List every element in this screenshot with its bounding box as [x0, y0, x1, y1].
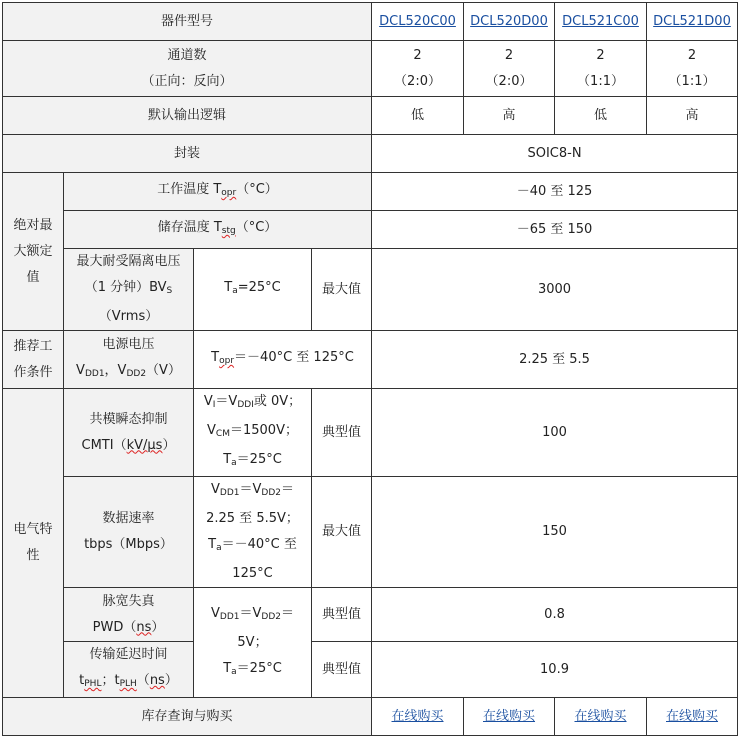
cmti-cond-l2-b: ＝1500V； — [229, 423, 298, 438]
delay-label — [64, 642, 194, 698]
cmti-type: 典型值 — [312, 389, 372, 477]
shared-cond-l3 — [197, 656, 308, 685]
cmti-cond-l1-a: V — [203, 394, 213, 409]
package-value: SOIC8-N — [372, 135, 738, 173]
buy-online-link-2[interactable]: 在线购买 — [483, 708, 536, 724]
data-rate-cond-l4: 125°C — [232, 566, 273, 581]
row-data-rate — [3, 477, 738, 588]
supply-label — [64, 331, 194, 389]
cmti-cond-l1-b: ＝V — [215, 394, 238, 409]
channels-ratio: （2:0） — [485, 73, 533, 89]
channels-count: 2 — [687, 47, 697, 63]
storage-temp-sub: stg — [221, 226, 236, 236]
sh-cond-l1-a: V — [210, 605, 220, 621]
delay-type: 典型值 — [312, 642, 372, 698]
dr-cond-l1-bs: DD2 — [261, 488, 281, 498]
model-cell — [464, 3, 555, 41]
cmti-cond-l3-a: T — [223, 452, 232, 467]
isolation-label — [64, 249, 194, 331]
op-temp-value: －40 至 125 — [372, 173, 738, 211]
pwd-type: 典型值 — [312, 588, 372, 642]
channels-count: 2 — [413, 47, 422, 63]
row-delay — [3, 642, 738, 698]
isolation-type: 最大值 — [312, 249, 372, 331]
isolation-label-l3: （Vrms） — [98, 309, 159, 324]
purchase-cell — [464, 698, 555, 736]
default-logic-value: 高 — [464, 97, 555, 135]
cmti-label-post: ） — [162, 437, 176, 453]
cmti-cond-l3 — [197, 447, 308, 476]
data-rate-type: 最大值 — [312, 477, 372, 588]
channels-value — [555, 41, 647, 97]
supply-label-l2 — [67, 358, 190, 387]
row-supply-voltage — [3, 331, 738, 389]
row-channels — [3, 41, 738, 97]
pwd-label — [64, 588, 194, 642]
data-rate-cond-l2: 2.25 至 5.5V； — [206, 511, 299, 526]
row-pwd — [3, 588, 738, 642]
channels-label — [3, 41, 372, 97]
op-temp-sub: opr — [221, 188, 237, 198]
sh-cond-l3-b: ＝25°C — [236, 660, 282, 676]
default-logic-value: 低 — [372, 97, 464, 135]
row-purchase — [3, 698, 738, 736]
abs-max-label-l2: 大额定 — [13, 243, 53, 259]
channels-ratio: （2:0） — [394, 73, 441, 89]
data-rate-condition — [194, 477, 312, 588]
buy-online-link-4[interactable]: 在线购买 — [666, 708, 719, 724]
delay-l2-a: t — [79, 673, 85, 688]
cmti-cond-l2-as: CM — [215, 429, 230, 439]
buy-online-link-3[interactable]: 在线购买 — [574, 708, 627, 724]
sh-cond-l1-bs: DD2 — [261, 611, 281, 622]
storage-temp-label — [64, 211, 372, 249]
sh-cond-l1-c: ＝ — [280, 605, 294, 621]
channels-value — [464, 41, 555, 97]
electrical-label-l1: 电气特 — [13, 522, 53, 537]
supply-cond-post: ＝－40°C 至 125°C — [234, 350, 354, 365]
channels-value — [647, 41, 738, 97]
op-temp-label — [64, 173, 372, 211]
purchase-cell — [555, 698, 647, 736]
shared-cond-l2: 5V； — [237, 634, 268, 650]
isolation-cond-sub: a — [232, 286, 238, 296]
supply-cond-sub: opr — [219, 356, 235, 366]
channels-count: 2 — [504, 47, 514, 63]
dr-cond-l1-a: V — [210, 482, 220, 497]
isolation-label-l2-text: （1 分钟）BV — [84, 280, 167, 295]
abs-max-label-l3: 值 — [26, 269, 40, 285]
cmti-cond-l1 — [197, 389, 308, 418]
package-label: 封装 — [3, 135, 372, 173]
dr-cond-l3-a: T — [208, 537, 217, 552]
cmti-condition — [194, 389, 312, 477]
channels-value — [372, 41, 464, 97]
sh-cond-l1-as: DD1 — [219, 611, 240, 622]
electrical-label-l2: 性 — [26, 548, 40, 563]
isolation-label-l2-sub: S — [166, 286, 173, 296]
dr-cond-l1-b: ＝V — [239, 482, 262, 497]
model-link-4[interactable]: DCL521D00 — [653, 13, 731, 29]
spec-table — [2, 2, 738, 736]
delay-l2-c: （ — [136, 673, 150, 688]
model-link-2[interactable]: DCL520D00 — [470, 13, 548, 29]
cmti-cond-l1-as: I — [212, 400, 216, 410]
pwd-label-post: ） — [151, 619, 165, 635]
cmti-cond-l3-b: ＝25°C — [236, 452, 282, 467]
purchase-cell — [647, 698, 738, 736]
delay-l2-unit: ns — [149, 673, 165, 688]
supply-s2: DD2 — [126, 369, 147, 379]
supply-condition — [194, 331, 372, 389]
channels-ratio: （1:1） — [577, 73, 624, 89]
isolation-label-l1: 最大耐受隔离电压 — [76, 254, 181, 269]
default-logic-value: 高 — [647, 97, 738, 135]
delay-l2-as: PHL — [84, 679, 102, 689]
channels-label-l1: 通道数 — [167, 47, 207, 63]
default-logic-value: 低 — [555, 97, 647, 135]
purchase-label: 库存查询与购买 — [3, 698, 372, 736]
isolation-label-l2 — [67, 275, 190, 304]
sh-cond-l3-as: a — [231, 666, 237, 677]
delay-value: 10.9 — [372, 642, 738, 698]
cmti-cond-l1-c: 或 0V； — [253, 394, 302, 409]
cmti-cond-l3-as: a — [231, 458, 237, 468]
default-logic-label: 默认输出逻辑 — [3, 97, 372, 135]
model-link-1[interactable]: DCL520C00 — [379, 13, 456, 29]
pwd-label-unit: ns — [136, 619, 152, 635]
dr-cond-l1-as: DD1 — [219, 488, 240, 498]
model-label: 器件型号 — [3, 3, 372, 41]
pwd-label-pre: PWD（ — [92, 619, 137, 635]
dr-cond-l1-c: ＝ — [280, 482, 294, 497]
buy-online-link-1[interactable]: 在线购买 — [391, 708, 444, 724]
supply-cond-t: T — [211, 350, 220, 365]
channels-count: 2 — [596, 47, 605, 63]
delay-label-l2 — [67, 668, 190, 697]
dr-cond-l3-b: ＝－40°C 至 — [221, 537, 297, 552]
supply-s1: DD1 — [84, 369, 105, 379]
delay-l2-bs: PLH — [119, 679, 137, 689]
delay-label-l1: 传输延迟时间 — [89, 647, 168, 662]
cmti-label-pre: CMTI（ — [81, 437, 127, 453]
dr-cond-l3-as: a — [216, 543, 222, 553]
model-cell — [555, 3, 647, 41]
delay-l2-d: ） — [164, 673, 178, 688]
channels-label-l2: （正向：反向） — [141, 73, 233, 89]
delay-l2-b: ；t — [101, 673, 120, 688]
supply-label-l1: 电源电压 — [102, 337, 155, 352]
shared-condition — [194, 588, 312, 698]
recommended-group-label — [3, 331, 64, 389]
storage-temp-unit: （°C） — [235, 220, 278, 235]
row-storage-temp — [3, 211, 738, 249]
supply-v1: V — [76, 363, 85, 378]
sh-cond-l1-b: ＝V — [239, 605, 262, 621]
data-rate-label — [64, 477, 194, 588]
data-rate-value: 150 — [372, 477, 738, 588]
op-temp-unit: （°C） — [236, 182, 278, 197]
pwd-value: 0.8 — [372, 588, 738, 642]
op-temp-label-text: 工作温度 T — [157, 182, 222, 197]
cmti-label-l1: 共模瞬态抑制 — [89, 411, 168, 427]
cmti-label — [64, 389, 194, 477]
data-rate-label-l1: 数据速率 — [102, 511, 155, 526]
abs-max-group-label — [3, 173, 64, 331]
cmti-label-unit: kV/μs — [126, 437, 163, 453]
row-default-logic — [3, 97, 738, 135]
shared-cond-l1 — [197, 601, 308, 630]
abs-max-label-l1: 绝对最 — [13, 217, 53, 233]
data-rate-label-l2: tbps（Mbps） — [84, 537, 173, 552]
recommended-label-l2: 作条件 — [13, 364, 53, 380]
data-rate-cond-l3 — [197, 532, 308, 561]
channels-ratio: （1:1） — [668, 73, 716, 89]
cmti-cond-l2 — [197, 418, 308, 447]
row-cmti — [3, 389, 738, 477]
purchase-cell — [372, 698, 464, 736]
row-op-temp — [3, 173, 738, 211]
supply-unit: （V） — [146, 363, 181, 378]
isolation-cond-post: =25°C — [237, 280, 281, 295]
supply-value: 2.25 至 5.5 — [372, 331, 738, 389]
cmti-label-l2 — [67, 433, 190, 459]
storage-temp-value: －65 至 150 — [372, 211, 738, 249]
supply-sep: ，V — [104, 363, 127, 378]
electrical-group-label — [3, 389, 64, 698]
cmti-cond-l2-a: V — [207, 423, 216, 438]
row-package — [3, 135, 738, 173]
sh-cond-l3-a: T — [223, 660, 232, 676]
recommended-label-l1: 推荐工 — [13, 338, 53, 354]
model-cell — [647, 3, 738, 41]
row-isolation — [3, 249, 738, 331]
data-rate-cond-l1 — [197, 477, 308, 506]
cmti-cond-l1-bs: DDI — [237, 400, 254, 410]
model-cell — [372, 3, 464, 41]
isolation-value: 3000 — [372, 249, 738, 331]
row-model — [3, 3, 738, 41]
model-link-3[interactable]: DCL521C00 — [562, 13, 639, 29]
pwd-label-l1: 脉宽失真 — [102, 593, 155, 609]
storage-temp-label-text: 储存温度 T — [157, 220, 222, 235]
isolation-condition — [194, 249, 312, 331]
cmti-value: 100 — [372, 389, 738, 477]
pwd-label-l2 — [67, 615, 190, 641]
isolation-cond-t: T — [224, 280, 233, 295]
